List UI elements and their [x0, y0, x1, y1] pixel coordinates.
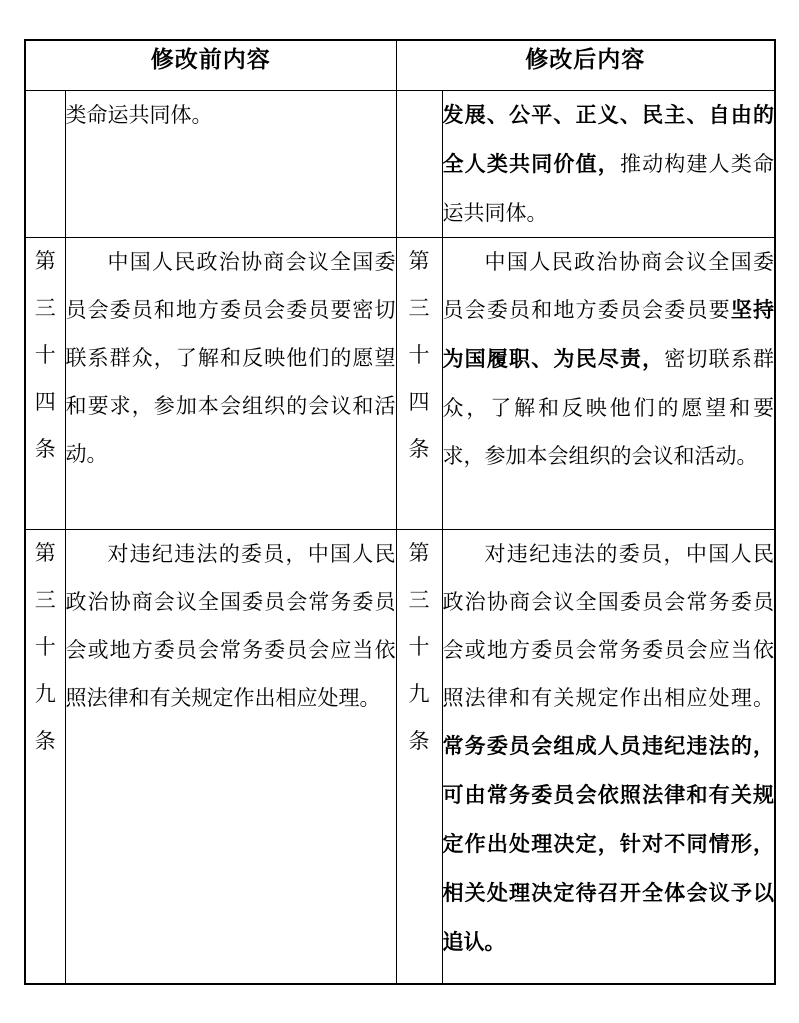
article-number-before — [25, 90, 65, 237]
emphasized-text: 坚持为国履职、为民尽责， — [442, 298, 775, 371]
paragraph — [66, 530, 396, 722]
table-row — [25, 90, 775, 237]
body-text: 中国人民政治协商会议全国委员会委员和地方委员会委员要密切联系群众，了解和反映他们的愿望和要求，参加本会组织的会议和活动。 — [65, 249, 396, 466]
article-number-label: 第三十四条 — [408, 249, 430, 461]
emphasized-text: 发展、公平、正义、民主、自由的全人类共同价值， — [442, 103, 774, 176]
paragraph — [443, 91, 775, 237]
article-number-before — [25, 529, 65, 984]
content-before — [65, 90, 396, 237]
content-after — [442, 90, 775, 237]
body-text: 中国人民政治协商会议全国委员会委员和地方委员会委员要 — [442, 249, 774, 322]
table-row — [25, 529, 775, 984]
emphasized-text: 常务委员会组成人员违纪违法的，可由常务委员会依照法律和有关规定作出处理决定，针对不同情形，相关处理决定待召开全体会议予以追认。 — [442, 734, 774, 954]
header-row — [25, 40, 775, 90]
column-header-after: 修改后内容 — [396, 40, 775, 90]
paragraph — [443, 238, 775, 480]
article-number-after — [396, 90, 442, 237]
comparison-table — [24, 39, 776, 985]
paragraph — [66, 238, 396, 478]
paragraph — [443, 530, 775, 967]
body-text: 类命运共同体。 — [65, 102, 213, 127]
body-text: 对违纪违法的委员，中国人民政治协商会议全国委员会常务委员会或地方委员会常务委员会应当依照法律和有关规定作出相应处理。 — [65, 541, 396, 710]
article-number-after — [396, 529, 442, 984]
content-before — [65, 529, 396, 984]
table-row — [25, 237, 775, 529]
body-text: 对违纪违法的委员，中国人民政治协商会议全国委员会常务委员会或地方委员会常务委员会应当依照法律和有关规定作出相应处理。 — [442, 541, 774, 710]
body-text: 密切联系群众，了解和反映他们的愿望和要求，参加本会组织的会议和活动。 — [442, 346, 775, 468]
content-after — [442, 237, 775, 529]
column-header-before: 修改前内容 — [25, 40, 396, 90]
paragraph — [66, 91, 396, 139]
article-number-after — [396, 237, 442, 529]
content-after — [442, 529, 775, 984]
article-number-label: 第三十九条 — [408, 541, 430, 753]
body-text: 推动构建人类命运共同体。 — [442, 151, 775, 225]
article-number-label: 第三十四条 — [34, 249, 56, 461]
article-number-before — [25, 237, 65, 529]
content-before — [65, 237, 396, 529]
article-number-label: 第三十九条 — [34, 541, 56, 753]
